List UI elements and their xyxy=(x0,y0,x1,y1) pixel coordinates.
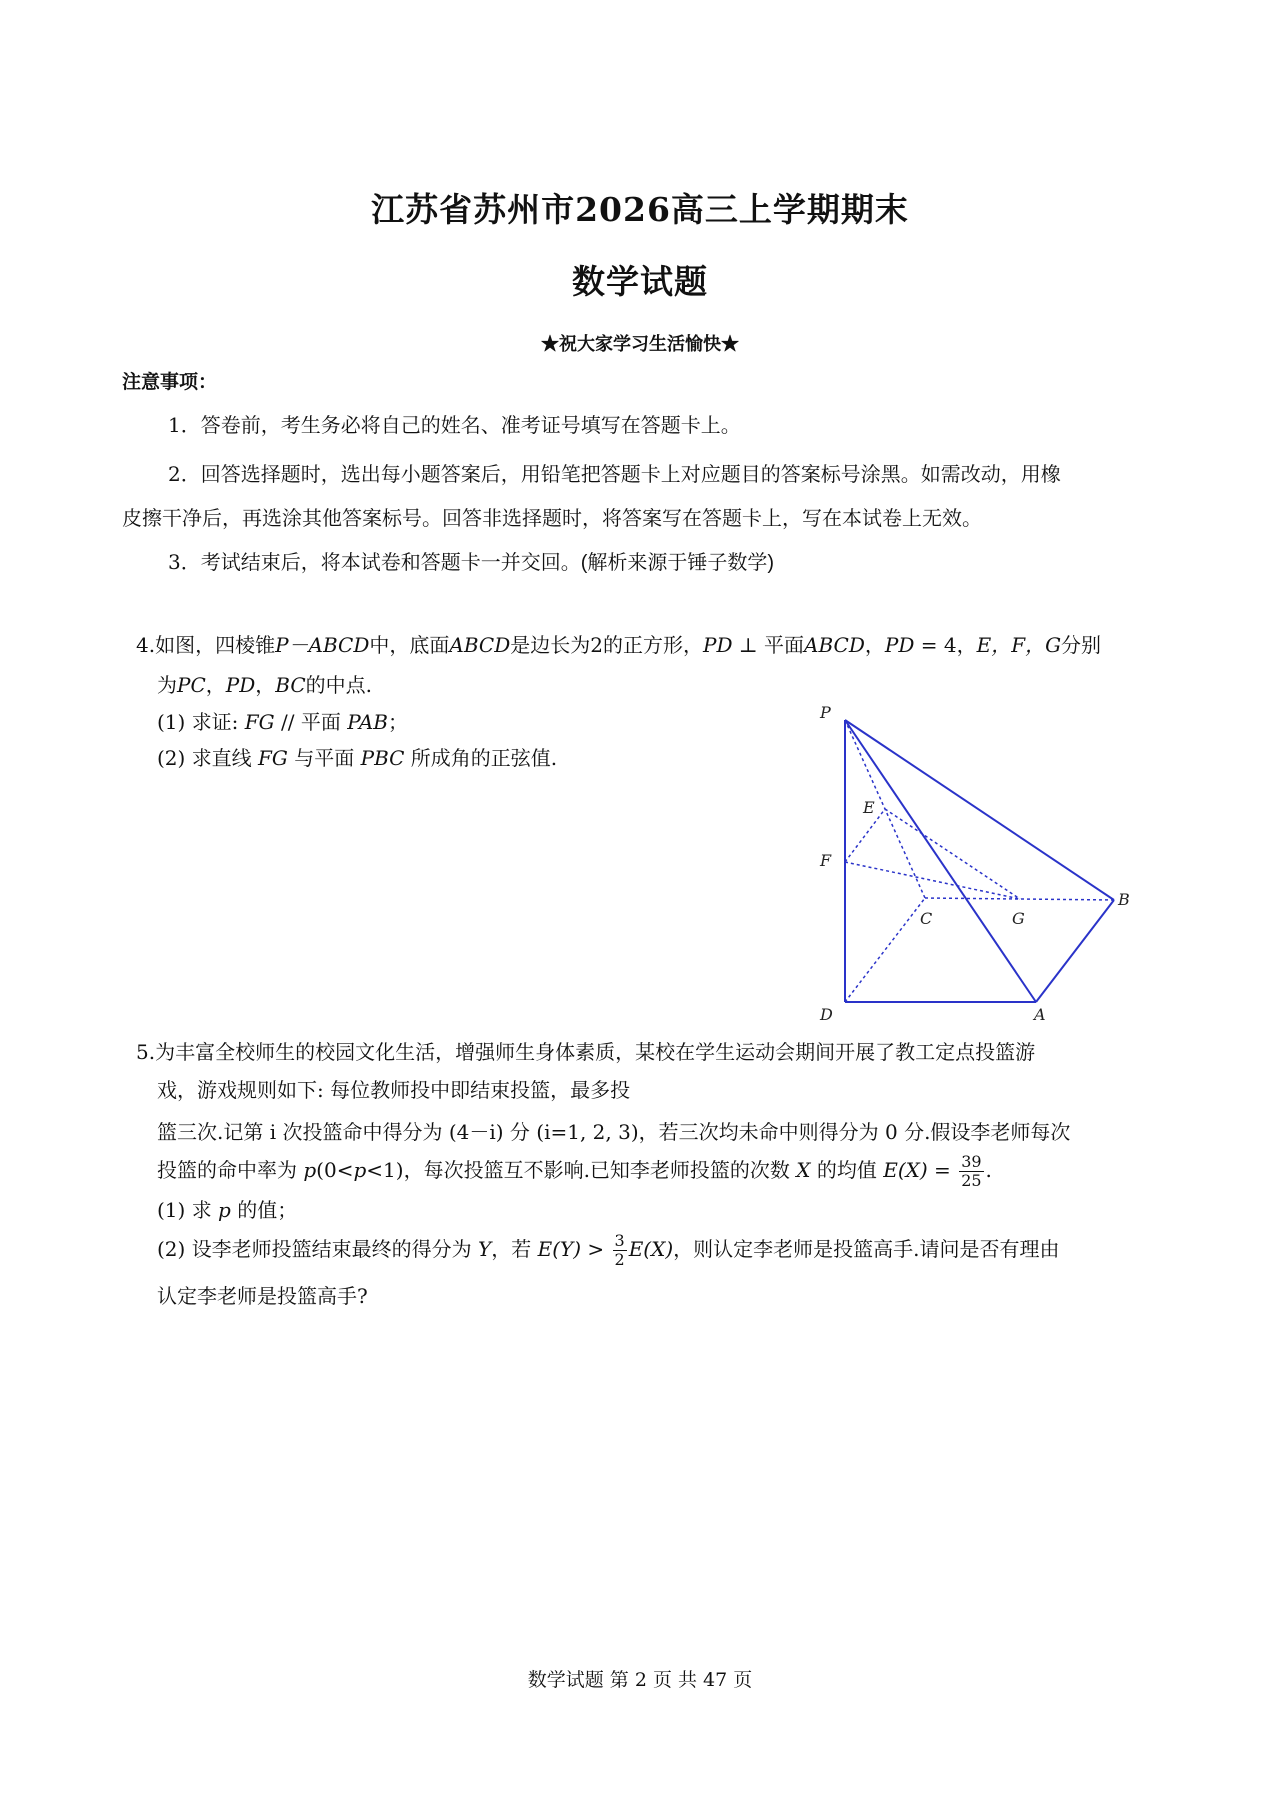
q4-math: ABCD xyxy=(804,633,865,657)
q4-text: = 4， xyxy=(914,633,977,657)
q4-math: PBC xyxy=(360,746,405,770)
q5-text: (2) 设李老师投篮结束最终的得分为 xyxy=(157,1237,479,1261)
notice-heading: 注意事项： xyxy=(122,371,218,393)
q4-text: 的中点. xyxy=(305,673,372,697)
motto: ★祝大家学习生活愉快★ xyxy=(541,334,739,355)
page-footer: 数学试题 第 2 页 共 47 页 xyxy=(527,1669,753,1691)
q4-line-2 xyxy=(157,669,372,698)
q5-text: ，若 xyxy=(491,1237,538,1261)
q5-text: . xyxy=(985,1158,992,1182)
q4-math: PAB xyxy=(347,710,388,734)
notice-item-2-line-2: 皮擦干净后，再选涂其他答案标号。回答非选择题时，将答案写在答题卡上，写在本试卷上无效。 xyxy=(122,506,982,530)
notice-item-3-text: 3．考试结束后，将本试卷和答题卡一并交回。 xyxy=(168,550,581,574)
q4-text: // 平面 xyxy=(274,710,348,734)
notice-item-2-line-1: 2．回答选择题时，选出每小题答案后，用铅笔把答题卡上对应题目的答案标号涂黑。如需改动，用橡 xyxy=(168,462,1061,486)
q5-text: (0< xyxy=(316,1158,354,1182)
q4-math: P－ABCD xyxy=(275,633,370,657)
q4-text: ， xyxy=(864,633,885,657)
q5-line-4 xyxy=(157,1153,992,1190)
q5-line-2: 戏，游戏规则如下: 每位教师投中即结束投篮，最多投 xyxy=(157,1078,631,1102)
notice-item-1: 1．答卷前，考生务必将自己的姓名、准考证号填写在答题卡上。 xyxy=(168,413,741,437)
q4-text: ⊥ 平面 xyxy=(732,633,805,657)
source-note: (解析来源于锤子数学) xyxy=(580,552,775,574)
q4-math: ABCD xyxy=(449,633,511,657)
q4-line-1 xyxy=(136,629,1101,658)
q5-text: 的均值 xyxy=(810,1158,884,1182)
q5-math: E(X) xyxy=(883,1158,928,1182)
q5-number: 5. xyxy=(136,1040,156,1064)
q5-line-1 xyxy=(136,1036,1035,1065)
q4-text: ， xyxy=(205,673,226,697)
pyramid-figure xyxy=(800,690,1140,1030)
q5-line-3: 篮三次.记第 i 次投篮命中得分为 (4－i) 分 (i=1, 2, 3)，若三次均未命中则得分为 0 分.假设李老师每次 xyxy=(157,1120,1071,1144)
q4-text: ； xyxy=(387,710,408,734)
q5-math: E(X) xyxy=(628,1237,674,1261)
q5-text: 投篮的命中率为 xyxy=(157,1158,304,1182)
q5-text: 的值； xyxy=(230,1198,298,1222)
q4-part-2 xyxy=(157,742,557,771)
q4-math: PD xyxy=(225,673,256,697)
q5-math: X xyxy=(796,1158,811,1182)
label-A: A xyxy=(1034,1005,1046,1024)
q5-math: p xyxy=(218,1198,231,1222)
q4-math: PD xyxy=(884,633,915,657)
label-B: B xyxy=(1118,890,1130,909)
q4-text: (1) 求证: xyxy=(157,710,245,734)
q4-math: FG xyxy=(258,746,288,770)
label-C: C xyxy=(920,909,933,928)
q4-math: BC xyxy=(275,673,306,697)
fraction-numerator: 3 xyxy=(614,1231,625,1250)
q4-math: PC xyxy=(177,673,206,697)
q5-text: (1) 求 xyxy=(157,1198,219,1222)
q4-text: 是边长为2的正方形， xyxy=(510,633,703,657)
q4-text: (2) 求直线 xyxy=(157,746,259,770)
fraction-denominator: 2 xyxy=(614,1250,625,1269)
notice-item-3 xyxy=(168,546,774,575)
label-P: P xyxy=(820,703,831,722)
q5-part-2 xyxy=(157,1232,1060,1269)
edge-DC xyxy=(845,898,925,1002)
q4-text: 中，底面 xyxy=(369,633,450,657)
edge-AB xyxy=(1036,900,1114,1002)
q4-part-1 xyxy=(157,706,408,735)
fraction-3-2 xyxy=(613,1232,627,1269)
q4-number: 4. xyxy=(136,633,156,657)
q5-math: p xyxy=(353,1158,367,1182)
q4-text: 所成角的正弦值. xyxy=(404,746,558,770)
label-G: G xyxy=(1012,909,1025,928)
q5-math: E(Y) xyxy=(537,1237,582,1261)
label-F: F xyxy=(820,851,832,870)
q5-line-last: 认定李老师是投篮高手? xyxy=(157,1284,368,1308)
q5-text: ，则认定李老师是投篮高手.请问是否有理由 xyxy=(673,1237,1060,1261)
label-E: E xyxy=(863,798,875,817)
edge-PA xyxy=(845,720,1036,1002)
q4-text: 与平面 xyxy=(287,746,361,770)
exam-subtitle: 数学试题 xyxy=(572,262,708,301)
edge-CB xyxy=(925,898,1114,900)
fraction-denominator: 25 xyxy=(961,1171,982,1190)
label-D: D xyxy=(820,1005,833,1024)
q5-part-1 xyxy=(157,1194,297,1223)
q5-text: 为丰富全校师生的校园文化生活，增强师生身体素质，某校在学生运动会期间开展了教工定点投篮游 xyxy=(155,1040,1036,1064)
q5-text: <1)，每次投篮互不影响.已知李老师投篮的次数 xyxy=(366,1158,797,1182)
q4-text: 为 xyxy=(157,673,177,697)
segment-FG xyxy=(845,862,1020,899)
q5-math: p xyxy=(303,1158,317,1182)
q4-math: PD xyxy=(703,633,733,657)
q4-text: 分别 xyxy=(1061,633,1102,657)
q4-text: ， xyxy=(255,673,276,697)
exam-title: 江苏省苏州市2026高三上学期期末 xyxy=(371,190,909,229)
q5-math: Y xyxy=(478,1237,492,1261)
fraction-39-25 xyxy=(959,1153,983,1190)
q5-text: = xyxy=(927,1158,958,1182)
q4-math: E，F，G xyxy=(976,633,1062,657)
q4-text: 如图，四棱锥 xyxy=(155,633,276,657)
q4-math: FG xyxy=(244,710,275,734)
q5-text: > xyxy=(581,1237,611,1261)
fraction-numerator: 39 xyxy=(961,1152,982,1171)
